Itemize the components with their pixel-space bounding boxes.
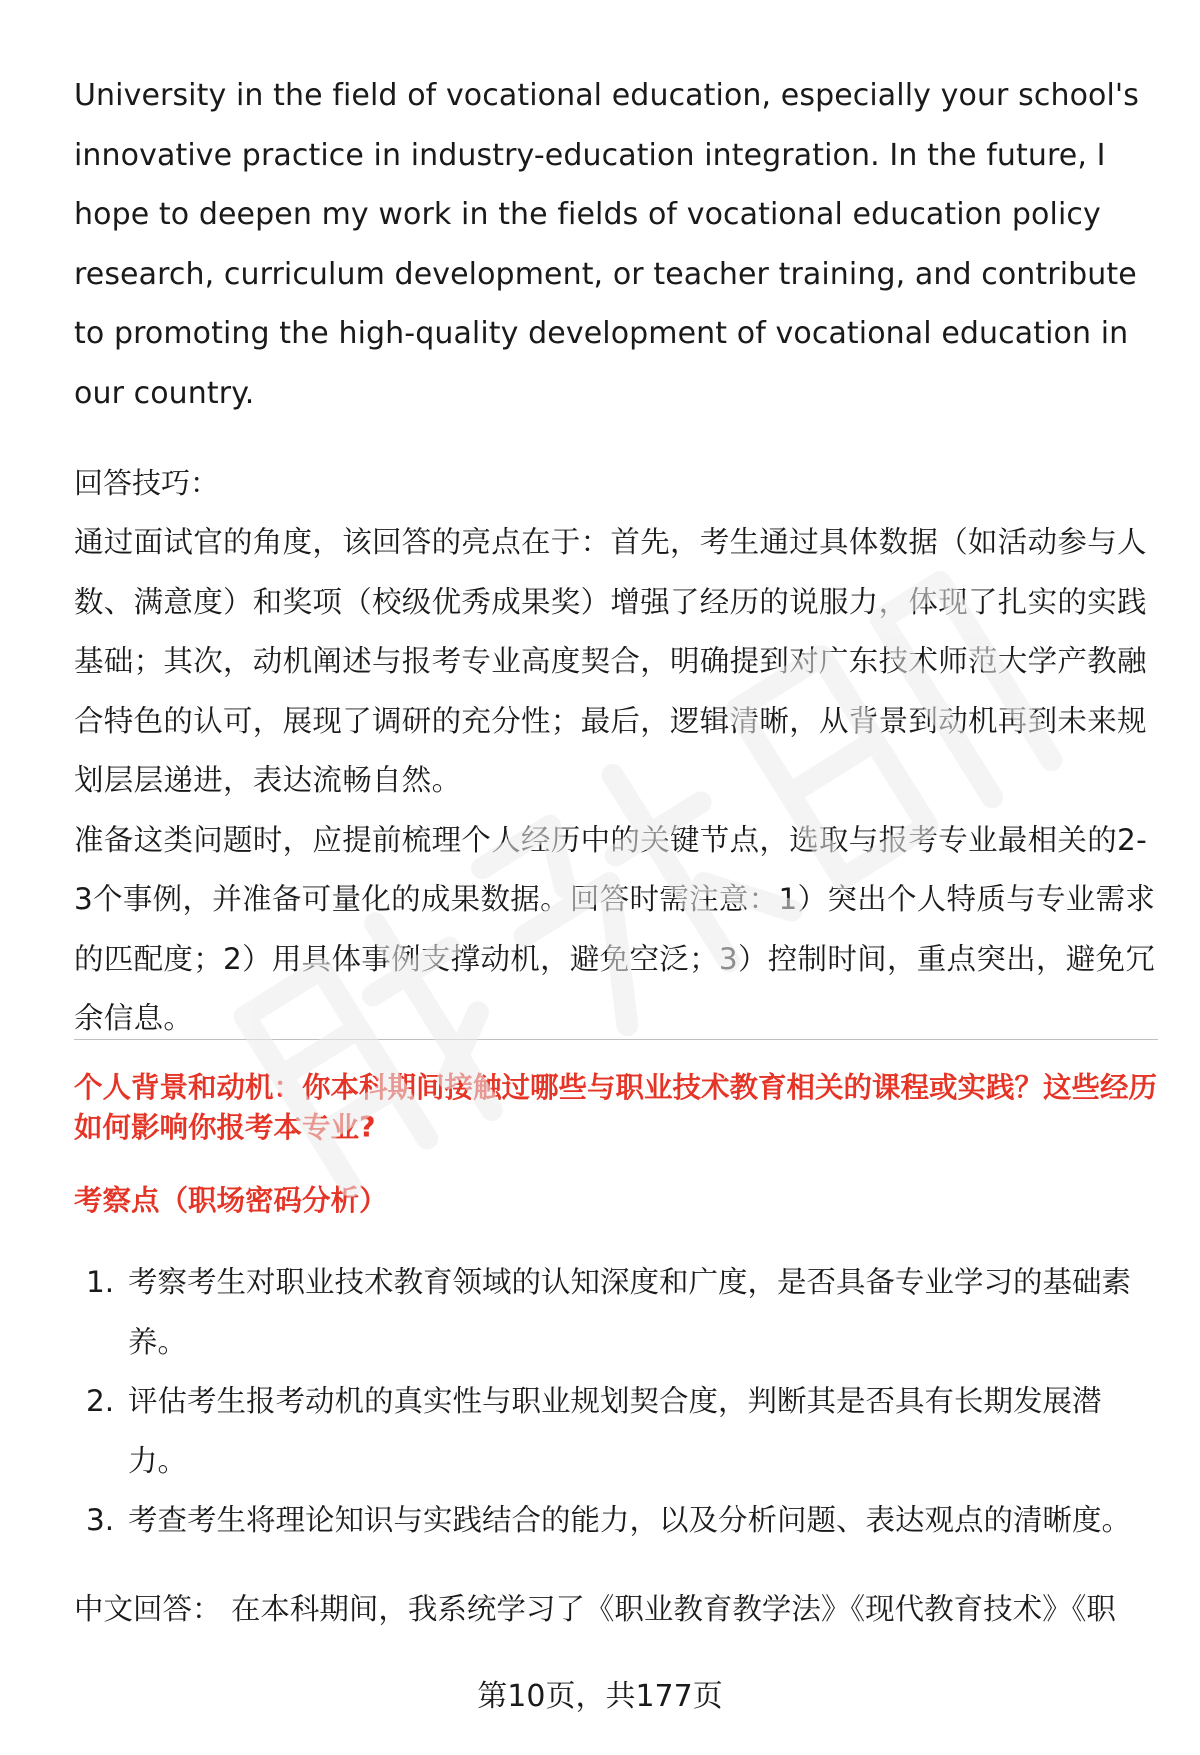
list-item-number: 3. (86, 1503, 115, 1537)
intro-paragraph: University in the field of vocational education, especially your school's innovative practice in industry-education integration. In the future, I hope to deepen my work in the fields of vocational education policy research, curriculum development, or teacher training, and contribute to promoting the high-quality development of vocational education in our country. (74, 78, 1139, 411)
tips-label: 回答技巧： (74, 466, 220, 500)
list-item (74, 1253, 1158, 1372)
list-item-text: 考察考生对职业技术教育领域的认知深度和广度，是否具备专业学习的基础素养。 (128, 1265, 1132, 1359)
document-body (74, 66, 1158, 1049)
page-number: 第10页，共177页 (477, 1679, 723, 1714)
list-item-number: 1. (86, 1265, 115, 1299)
tips-paragraph-2: 准备这类问题时，应提前梳理个人经历中的关键节点，选取与报考专业最相关的2-3个事例，并准备可量化的成果数据。回答时需注意：1）突出个人特质与专业需求的匹配度；2）用具体事例支撑动机，避免空泛；3）控制时间，重点突出，避免冗余信息。 (74, 822, 1156, 1035)
list-item-text: 评估考生报考动机的真实性与职业规划契合度，判断其是否具有长期发展潜力。 (128, 1384, 1102, 1478)
list-item (74, 1491, 1158, 1551)
question-heading: 个人背景和动机：你本科期间接触过哪些与职业技术教育相关的课程或实践？这些经历如何影响你报考本专业? (74, 1071, 1158, 1144)
list-item-number: 2. (86, 1384, 115, 1418)
section-divider (74, 1039, 1158, 1040)
assessment-points-heading: 考察点（职场密码分析） (74, 1184, 388, 1217)
tips-paragraph-1: 通过面试官的角度，该回答的亮点在于：首先，考生通过具体数据（如活动参与人数、满意度）和奖项（校级优秀成果奖）增强了经历的说服力，体现了扎实的实践基础；其次，动机阐述与报考专业高度契合，明确提到对广东技术师范大学产教融合特色的认可，展现了调研的充分性；最后，逻辑清晰，从背景到动机再到未来规划层层递进，表达流畅自然。 (74, 525, 1147, 797)
list-item-text: 考查考生将理论知识与实践结合的能力，以及分析问题、表达观点的清晰度。 (128, 1503, 1132, 1537)
list-item (74, 1372, 1158, 1491)
answer-start: 中文回答： 在本科期间，我系统学习了《职业教育教学法》《现代教育技术》《职 (74, 1592, 1116, 1626)
assessment-points-list (74, 1253, 1158, 1551)
